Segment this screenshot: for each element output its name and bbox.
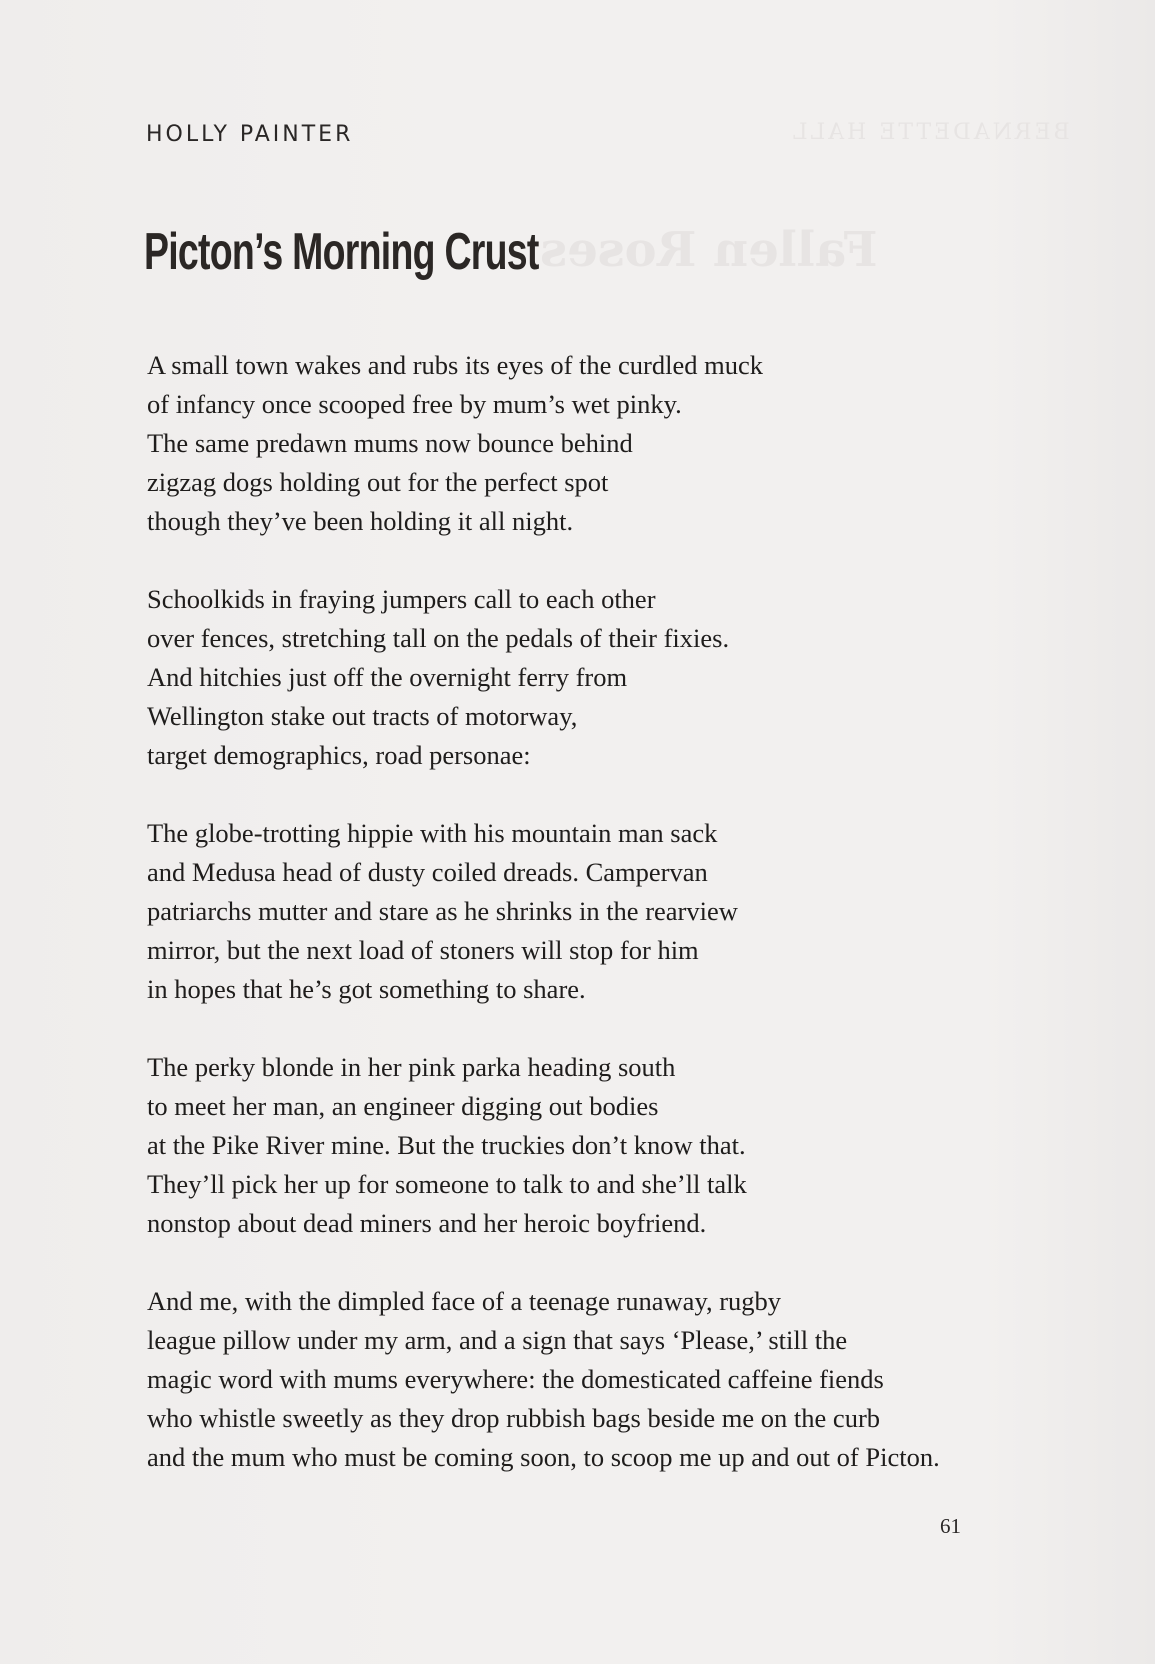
poem-line: and the mum who must be coming soon, to scoop me up and out of Picton. bbox=[147, 1442, 940, 1472]
poem-line: over fences, stretching tall on the pedals of their fixies. bbox=[147, 623, 730, 653]
poem-line: The same predawn mums now bounce behind bbox=[147, 428, 633, 458]
poem-line: Schoolkids in fraying jumpers call to each other bbox=[147, 584, 656, 614]
poem-line: target demographics, road personae: bbox=[147, 740, 531, 770]
page-number: 61 bbox=[940, 1514, 961, 1538]
poem-line: The globe-trotting hippie with his mountain man sack bbox=[147, 818, 718, 848]
poem-line: And me, with the dimpled face of a teenage runaway, rugby bbox=[147, 1286, 782, 1316]
poem-line: Wellington stake out tracts of motorway, bbox=[147, 701, 578, 731]
poem-body bbox=[147, 346, 1067, 1477]
poem-title: Picton’s Morning Crust bbox=[144, 223, 539, 281]
poem-line: And hitchies just off the overnight ferry from bbox=[147, 662, 628, 692]
poem-line: They’ll pick her up for someone to talk to and she’ll talk bbox=[147, 1169, 747, 1199]
show-through-title: Fallen Roses bbox=[540, 222, 878, 278]
stanza bbox=[147, 1282, 1067, 1477]
poem-line: mirror, but the next load of stoners will stop for him bbox=[147, 935, 699, 965]
poem-line: A small town wakes and rubs its eyes of the curdled muck bbox=[147, 350, 763, 380]
poem-line: of infancy once scooped free by mum’s wet pinky. bbox=[147, 389, 682, 419]
stanza bbox=[147, 346, 1067, 541]
poem-line: though they’ve been holding it all night. bbox=[147, 506, 574, 536]
poem-line: to meet her man, an engineer digging out bodies bbox=[147, 1091, 659, 1121]
show-through-header: BERNADETTE HALL bbox=[790, 120, 1070, 145]
poem-line: who whistle sweetly as they drop rubbish bags beside me on the curb bbox=[147, 1403, 881, 1433]
poem-line: and Medusa head of dusty coiled dreads. Campervan bbox=[147, 857, 708, 887]
stanza bbox=[147, 580, 1067, 775]
poem-line: The perky blonde in her pink parka heading south bbox=[147, 1052, 676, 1082]
poem-line: patriarchs mutter and stare as he shrinks in the rearview bbox=[147, 896, 738, 926]
poem-line: at the Pike River mine. But the truckies don’t know that. bbox=[147, 1130, 746, 1160]
poem-line: league pillow under my arm, and a sign that says ‘Please,’ still the bbox=[147, 1325, 848, 1355]
author-running-head: HOLLY PAINTER bbox=[146, 122, 354, 147]
poem-line: magic word with mums everywhere: the domesticated caffeine fiends bbox=[147, 1364, 884, 1394]
stanza bbox=[147, 814, 1067, 1009]
poem-line: in hopes that he’s got something to share. bbox=[147, 974, 586, 1004]
stanza bbox=[147, 1048, 1067, 1243]
poem-line: nonstop about dead miners and her heroic boyfriend. bbox=[147, 1208, 707, 1238]
poem-line: zigzag dogs holding out for the perfect spot bbox=[147, 467, 609, 497]
